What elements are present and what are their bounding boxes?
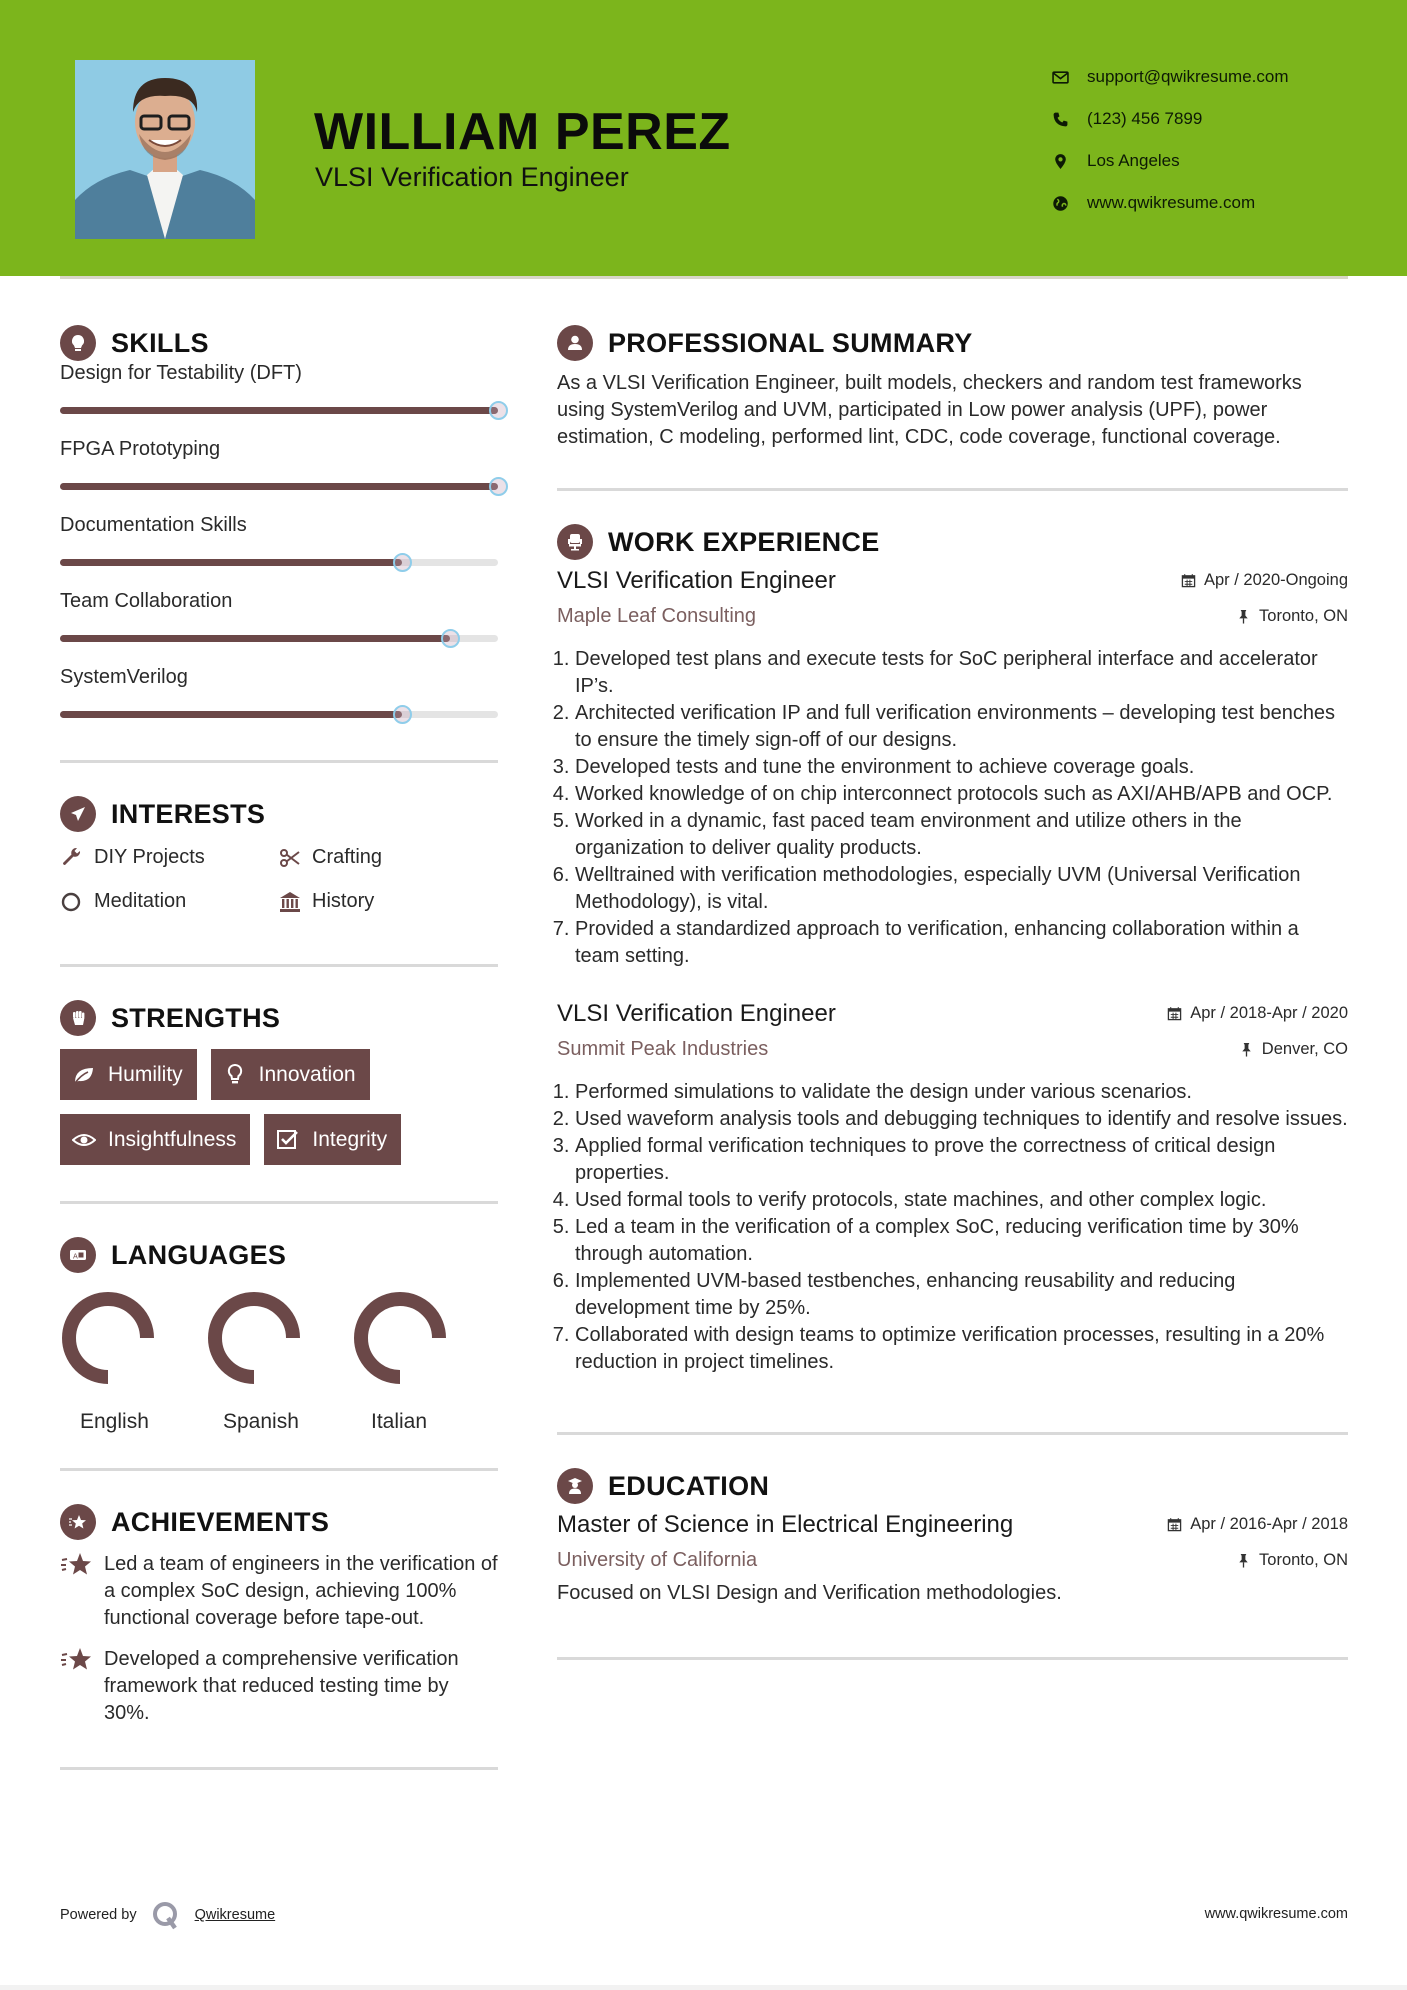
skill-item [60, 588, 498, 664]
language-progress-ring [352, 1292, 452, 1392]
strength-label: Integrity [312, 1127, 388, 1151]
job-location-text: Denver, CO [1261, 1040, 1348, 1058]
left-column [60, 320, 498, 1770]
job-role: VLSI Verification Engineer [557, 1000, 836, 1027]
responsibility-item: 7. Collaborated with design teams to optimize verification processes, resulting in a 20% reduction in project timelines. [575, 1322, 1348, 1376]
strengths-title: STRENGTHS [111, 1002, 281, 1033]
job-responsibilities [557, 1079, 1348, 1376]
qwikresume-link[interactable]: Qwikresume [194, 1907, 276, 1923]
interests-title: INTERESTS [111, 798, 266, 829]
star-icon [60, 1551, 94, 1579]
responsibility-item: 3. Developed tests and tune the environment to achieve coverage goals. [575, 754, 1348, 781]
strength-tag [211, 1049, 370, 1100]
language-label: Italian [371, 1410, 428, 1433]
qwikresume-logo-icon [151, 1900, 181, 1930]
interests-section [60, 791, 498, 916]
skill-name: FPGA Prototyping [60, 438, 221, 460]
footer-powered-by [60, 1900, 275, 1930]
job-responsibilities [557, 646, 1348, 970]
degree-name: Master of Science in Electrical Engineering [557, 1511, 1014, 1538]
skill-item [60, 664, 498, 740]
star-icon [60, 1646, 94, 1674]
summary-title: PROFESSIONAL SUMMARY [608, 327, 973, 358]
skill-slider-handle[interactable] [489, 401, 508, 420]
graduate-icon [557, 1468, 593, 1504]
education-title: EDUCATION [608, 1470, 770, 1501]
summary-text: As a VLSI Verification Engineer, built models, checkers and random test frameworks using SystemVerilog and UVM, participated in Low power analysis (UPF), power estimation, C modeling, performed lint, CDC, code coverage, functional coverage. [557, 372, 1302, 448]
section-divider [557, 488, 1348, 491]
candidate-title: VLSI Verification Engineer [315, 162, 629, 192]
interest-item [278, 887, 498, 916]
language-item [352, 1292, 498, 1434]
pushpin-icon [1239, 1042, 1254, 1057]
skill-item [60, 512, 498, 588]
responsibility-item: 7. Provided a standardized approach to verification, enhancing collaboration within a team setting. [575, 916, 1348, 970]
calendar-icon [1181, 573, 1196, 588]
job-date [1181, 571, 1348, 590]
skills-section [60, 320, 498, 740]
responsibility-item: 4. Used formal tools to verify protocols, state machines, and other complex logic. [575, 1187, 1348, 1214]
user-icon [557, 325, 593, 361]
job-entry [557, 1000, 1348, 1376]
skill-item [60, 436, 498, 512]
education-entry [557, 1511, 1348, 1605]
achievement-text: Led a team of engineers in the verification of a complex SoC design, achieving 100% functional coverage before tape-out. [104, 1553, 498, 1629]
section-divider [557, 1657, 1348, 1660]
header-divider [60, 276, 1348, 279]
contact-location-text: Los Angeles [1087, 151, 1180, 170]
contact-email[interactable] [1050, 56, 1370, 98]
skill-name: Team Collaboration [60, 590, 233, 612]
education-section [557, 1463, 1348, 1605]
achievement-item [60, 1646, 498, 1727]
responsibility-item: 2. Architected verification IP and full verification environments – developing test benches to ensure the timely sign-off of our designs. [575, 700, 1348, 754]
skill-name: Documentation Skills [60, 514, 247, 536]
interest-item [60, 887, 278, 916]
skill-bar[interactable] [60, 711, 498, 718]
strength-tag [60, 1049, 197, 1100]
leaf-icon [72, 1063, 96, 1087]
scissors-icon [278, 846, 302, 870]
wrench-icon [60, 846, 84, 870]
contact-website-text: www.qwikresume.com [1087, 193, 1256, 212]
skill-name: Design for Testability (DFT) [60, 362, 302, 384]
responsibility-item: 2. Used waveform analysis tools and debugging techniques to identify and resolve issues. [575, 1106, 1348, 1133]
lightbulb-icon [60, 325, 96, 361]
job-date-text: Apr / 2020-Ongoing [1203, 571, 1348, 589]
translate-icon [60, 1237, 96, 1273]
interest-label: Crafting [312, 846, 383, 868]
strength-label: Insightfulness [108, 1127, 237, 1151]
skill-name: SystemVerilog [60, 666, 188, 688]
education-description: Focused on VLSI Design and Verification methodologies. [557, 1582, 1062, 1604]
skill-slider-handle[interactable] [393, 705, 412, 724]
company-name: Summit Peak Industries [557, 1038, 769, 1060]
education-location [1236, 1551, 1348, 1570]
section-divider [60, 1201, 498, 1204]
responsibility-item: 4. Worked knowledge of on chip interconnect protocols such as AXI/AHB/APB and OCP. [575, 781, 1348, 808]
paper-plane-icon [60, 796, 96, 832]
lightbulb-icon [223, 1063, 247, 1087]
contact-phone[interactable] [1050, 98, 1370, 140]
skill-slider-handle[interactable] [441, 629, 460, 648]
skill-bar[interactable] [60, 635, 498, 642]
envelope-icon [1050, 69, 1087, 86]
company-name: Maple Leaf Consulting [557, 605, 757, 627]
job-role: VLSI Verification Engineer [557, 567, 836, 594]
skill-item [60, 360, 498, 436]
office-chair-icon [557, 524, 593, 560]
section-divider [60, 760, 498, 763]
footer-website[interactable]: www.qwikresume.com [1204, 1906, 1348, 1922]
experience-section [557, 519, 1348, 1376]
languages-title: LANGUAGES [111, 1239, 287, 1270]
school-name: University of California [557, 1549, 758, 1571]
job-entry [557, 567, 1348, 970]
section-divider [60, 1468, 498, 1471]
fist-icon [60, 1000, 96, 1036]
strengths-section [60, 995, 498, 1165]
responsibility-item: 3. Applied formal verification techniques to prove the correctness of critical design properties. [575, 1133, 1348, 1187]
summary-section [557, 320, 1348, 451]
section-divider [60, 964, 498, 967]
skill-slider-handle[interactable] [489, 477, 508, 496]
skill-bar[interactable] [60, 483, 498, 490]
language-progress-ring [206, 1292, 306, 1392]
interest-label: Meditation [94, 890, 187, 912]
education-location-text: Toronto, ON [1259, 1551, 1348, 1569]
language-progress-ring [60, 1292, 160, 1392]
powered-by-label: Powered by [60, 1907, 137, 1923]
strength-label: Innovation [258, 1062, 356, 1086]
profile-photo [75, 60, 255, 239]
star-badge-icon [60, 1504, 96, 1540]
education-date-text: Apr / 2016-Apr / 2018 [1190, 1515, 1348, 1533]
candidate-name: WILLIAM PEREZ [314, 103, 731, 161]
job-location-text: Toronto, ON [1259, 607, 1348, 625]
skill-bar[interactable] [60, 407, 498, 414]
checkbox-icon [276, 1128, 300, 1152]
pushpin-icon [1236, 1553, 1251, 1568]
job-date [1167, 1004, 1348, 1023]
svg-text:A: A [73, 1252, 78, 1261]
language-item [206, 1292, 352, 1434]
responsibility-item: 1. Performed simulations to validate the design under various scenarios. [575, 1079, 1348, 1106]
responsibility-item: 5. Worked in a dynamic, fast paced team environment and utilize others in the organization to deliver quality products. [575, 808, 1348, 862]
right-column [557, 320, 1348, 1660]
globe-icon [1050, 195, 1087, 212]
contact-list [1050, 56, 1370, 224]
education-date [1167, 1515, 1348, 1534]
interest-label: History [312, 890, 375, 912]
language-item [60, 1292, 206, 1434]
contact-phone-text: (123) 456 7899 [1087, 109, 1203, 128]
job-location [1239, 1040, 1348, 1059]
page-bottom-edge [0, 1985, 1407, 1990]
language-label: English [80, 1410, 149, 1433]
eye-icon [72, 1128, 96, 1152]
achievements-title: ACHIEVEMENTS [111, 1506, 330, 1537]
map-marker-icon [1050, 153, 1087, 170]
languages-section [60, 1232, 498, 1434]
interest-item [60, 843, 278, 872]
calendar-icon [1167, 1517, 1182, 1532]
contact-website[interactable] [1050, 182, 1370, 224]
phone-icon [1050, 111, 1087, 128]
strength-tag [264, 1114, 401, 1165]
interest-item [278, 843, 498, 872]
job-date-text: Apr / 2018-Apr / 2020 [1190, 1004, 1348, 1022]
skill-slider-handle[interactable] [393, 553, 412, 572]
interest-label: DIY Projects [94, 846, 205, 868]
achievement-item [60, 1551, 498, 1632]
resume-header [0, 0, 1407, 276]
calendar-icon [1167, 1006, 1182, 1021]
strength-tag [60, 1114, 250, 1165]
skill-bar[interactable] [60, 559, 498, 566]
responsibility-item: 1. Developed test plans and execute tests for SoC peripheral interface and accelerator IP’s. [575, 646, 1348, 700]
language-label: Spanish [223, 1410, 299, 1433]
bank-icon [278, 890, 302, 914]
pushpin-icon [1236, 609, 1251, 624]
contact-email-text: support@qwikresume.com [1087, 67, 1289, 86]
responsibility-item: 6. Implemented UVM-based testbenches, enhancing reusability and reducing development time by 25%. [575, 1268, 1348, 1322]
experience-title: WORK EXPERIENCE [608, 526, 880, 557]
achievements-section [60, 1499, 498, 1727]
achievement-text: Developed a comprehensive verification framework that reduced testing time by 30%. [104, 1648, 459, 1724]
circle-icon [60, 890, 84, 914]
job-location [1236, 607, 1348, 626]
section-divider [60, 1767, 498, 1770]
responsibility-item: 6. Welltrained with verification methodologies, especially UVM (Universal Verification Methodology), is vital. [575, 862, 1348, 916]
contact-location [1050, 140, 1370, 182]
skills-title: SKILLS [111, 327, 209, 358]
strength-label: Humility [108, 1062, 183, 1086]
section-divider [557, 1432, 1348, 1435]
responsibility-item: 5. Led a team in the verification of a complex SoC, reducing verification time by 30% through automation. [575, 1214, 1348, 1268]
